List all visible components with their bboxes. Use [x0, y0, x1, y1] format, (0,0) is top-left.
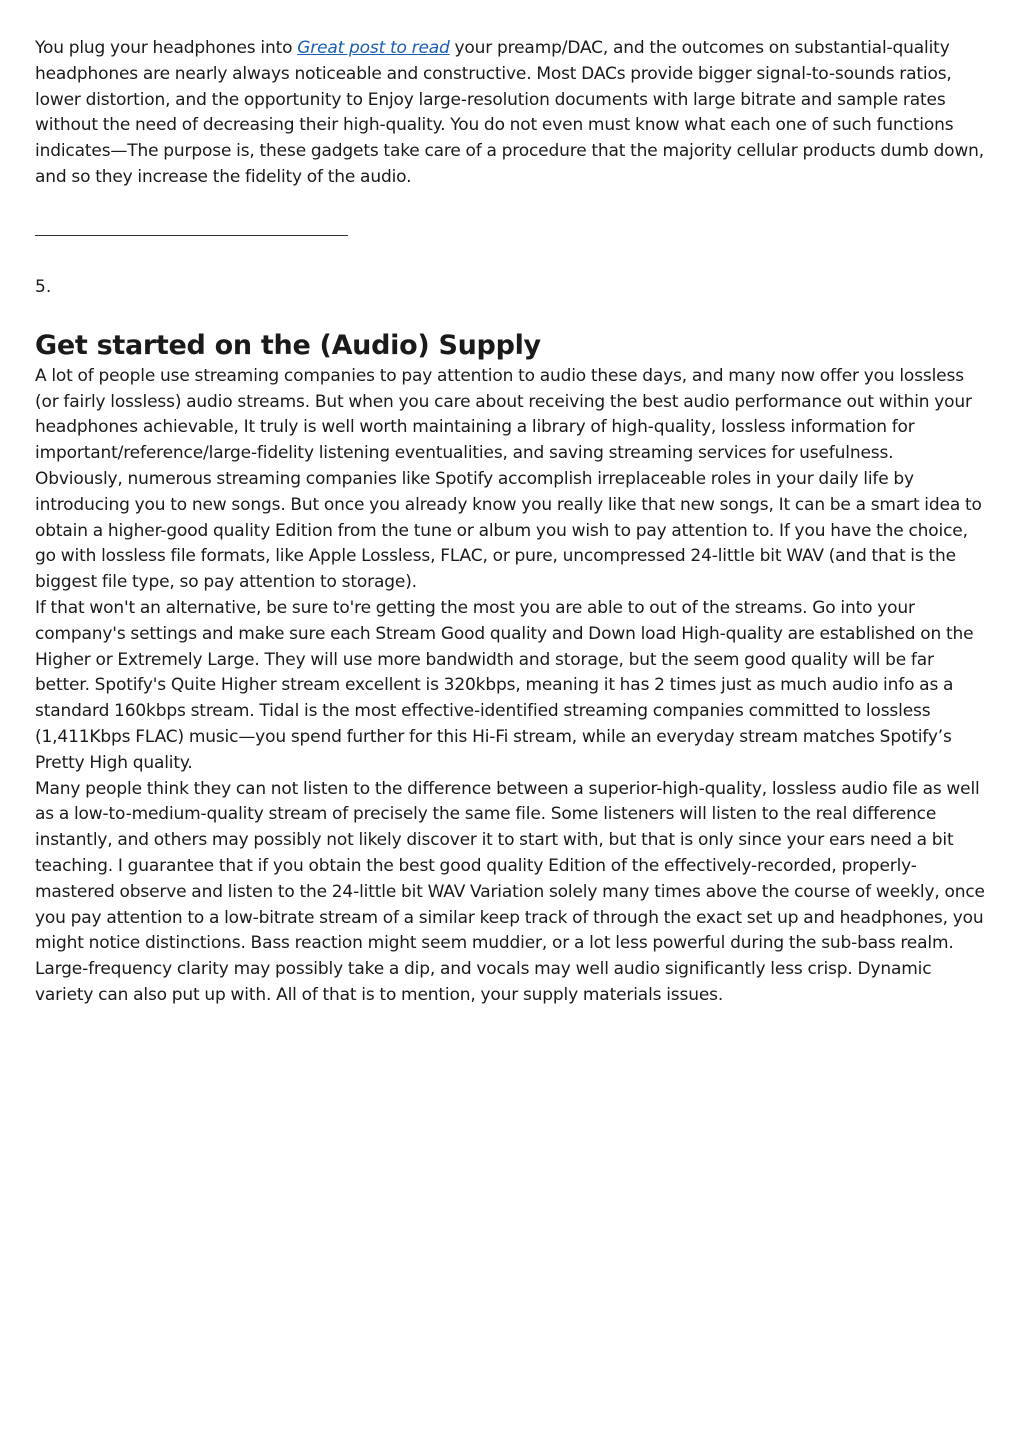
- section-number: 5.: [35, 276, 52, 297]
- paragraph-listening-difference: Many people think they can not listen to the difference between a superior-high-quality, lossless audio file as well as a low-to-medium-quality stream of precisely the same file. Some listeners will listen to the real difference instantly, and others may possibly not likely discover it to start with, but that is only since your ears need a bit teaching. I guarantee that if you obtain the best good quality Edition of the effectively-recorded, properly-mastered observe and listen to the 24-little bit WAV Variation solely many times above the course of weekly, once you pay attention to a low-bitrate stream of a similar keep track of through the exact set up and headphones, you might notice distinctions. Bass reaction might seem muddier, or a lot less powerful during the sub-bass realm. Large-frequency clarity may possibly take a dip, and vocals may well audio significantly less crisp. Dynamic variety can also put up with. All of that is to mention, your supply materials issues.: [35, 778, 985, 1005]
- paragraph-lossless-formats: Obviously, numerous streaming companies like Spotify accomplish irreplaceable roles in your daily life by introducing you to new songs. But once you already know you really like that new songs, It can be a smart idea to obtain a higher-good quality Edition from the tune or album you wish to pay attention to. If you have the choice, go with lossless file formats, like Apple Lossless, FLAC, or pure, uncompressed 24-little bit WAV (and that is the biggest file type, so pay attention to storage).: [35, 468, 982, 593]
- paragraph-streaming-services: A lot of people use streaming companies to pay attention to audio these days, and many now offer you lossless (or fairly lossless) audio streams. But when you care about receiving the best audio performance out within your headphones achievable, It truly is well worth maintaining a library of high-quality, lossless information for important/reference/large-fidelity listening eventualities, and saving streaming services for usefulness.: [35, 365, 972, 464]
- great-post-link[interactable]: Great post to read: [297, 38, 450, 58]
- intro-text-before-link: You plug your headphones into: [35, 38, 298, 58]
- section-heading: Get started on the (Audio) Supply: [35, 329, 541, 361]
- paragraph-stream-settings: If that won't an alternative, be sure to're getting the most you are able to out of the streams. Go into your company's settings and make sure each Stream Good quality and Down load High-quality are established on the Higher or Extremely Large. They will use more bandwidth and storage, but the seem good quality will be far better. Spotify's Quite Higher stream excellent is 320kbps, meaning it has 2 times just as much audio info as a standard 160kbps stream. Tidal is the most effective-identified streaming companies committed to lossless (1,411Kbps FLAC) music—you spend further for this Hi-Fi stream, while an everyday stream matches Spotify’s Pretty High quality.: [35, 597, 974, 773]
- intro-paragraph: [35, 36, 988, 191]
- intro-text-after-link: your preamp/DAC, and the outcomes on substantial-quality headphones are nearly always noticeable and constructive. Most DACs provide bigger signal-to-sounds ratios, lower distortion, and the opportunity to Enjoy large-resolution documents with large bitrate and sample rates without the need of decreasing their high-quality. You do not even must know what each one of such functions indicates—The purpose is, these gadgets take care of a procedure that the majority cellular products dumb down, and so they increase the fidelity of the audio.: [35, 38, 985, 187]
- horizontal-divider: [35, 235, 348, 236]
